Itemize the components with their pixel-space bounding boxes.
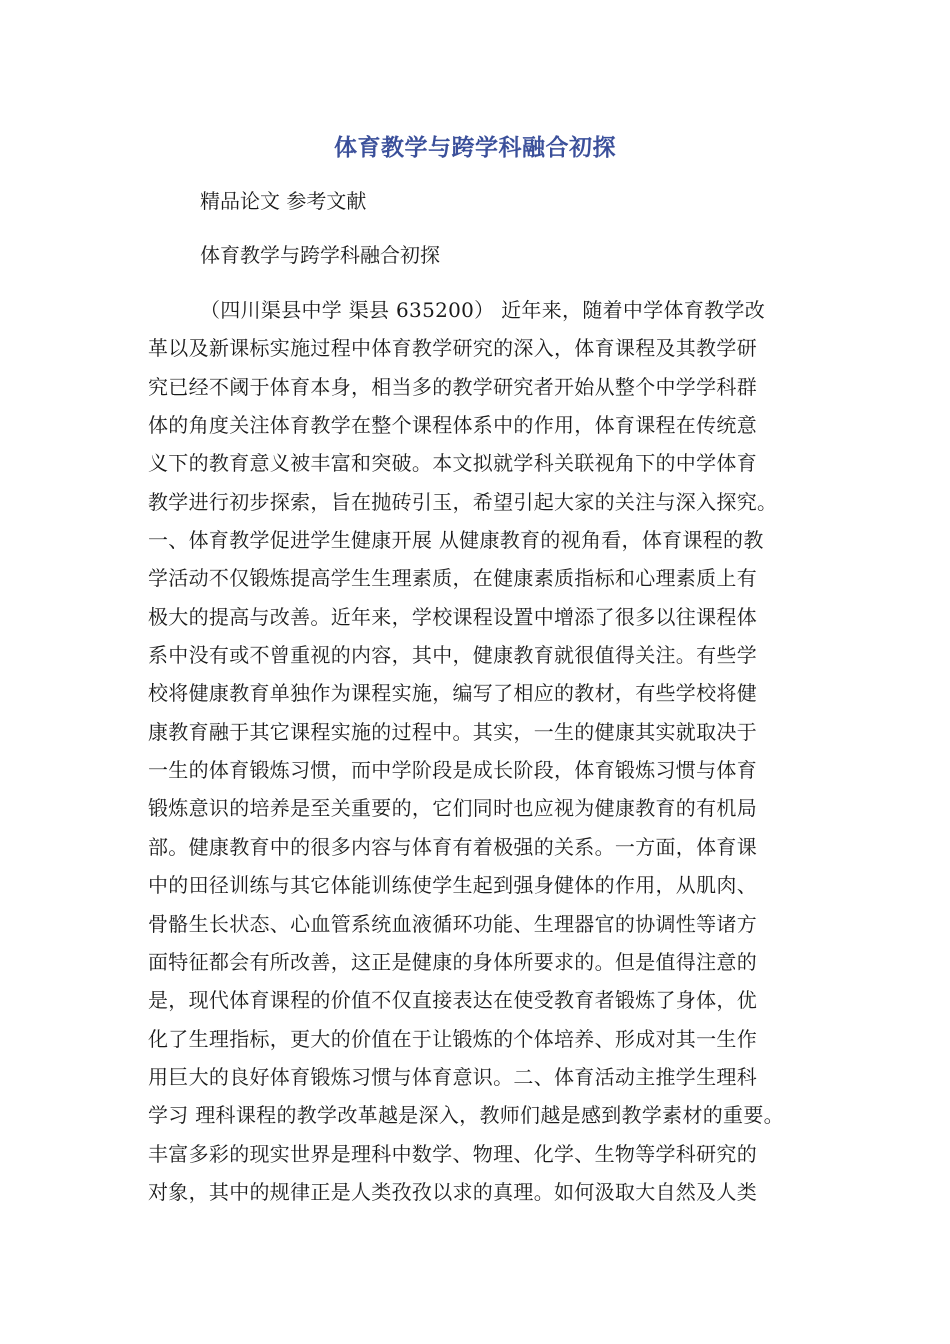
body-line: 对象，其中的规律正是人类孜孜以求的真理。如何汲取大自然及人类 xyxy=(148,1179,757,1204)
body-line: 面特征都会有所改善，这正是健康的身体所要求的。但是值得注意的 xyxy=(148,949,757,974)
body-line: 化了生理指标，更大的价值在于让锻炼的个体培养、形成对其一生作 xyxy=(148,1026,757,1051)
subtitle-line: 精品论文 参考文献 xyxy=(200,189,367,213)
body-line: 究已经不阈于体育本身，相当多的教学研究者开始从整个中学学科群 xyxy=(148,374,757,399)
body-line: 极大的提高与改善。近年来，学校课程设置中增添了很多以往课程体 xyxy=(148,604,757,629)
body-line: 部。健康教育中的很多内容与体育有着极强的关系。一方面，体育课 xyxy=(148,834,757,859)
body-line: 校将健康教育单独作为课程实施，编写了相应的教材，有些学校将健 xyxy=(148,681,757,706)
body-line: 学习 理科课程的教学改革越是深入，教师们越是感到教学素材的重要。 xyxy=(148,1103,784,1128)
body-line: 康教育融于其它课程实施的过程中。其实，一生的健康其实就取决于 xyxy=(148,719,757,744)
body-line: 一生的体育锻炼习惯，而中学阶段是成长阶段，体育锻炼习惯与体育 xyxy=(148,758,757,783)
body-line: 骨骼生长状态、心血管系统血液循环功能、生理器官的协调性等诸方 xyxy=(148,911,757,936)
body-line: 用巨大的良好体育锻炼习惯与体育意识。二、体育活动主推学生理科 xyxy=(148,1064,757,1089)
body-text xyxy=(148,291,823,1211)
body-line: （四川渠县中学 渠县 635200） 近年来，随着中学体育教学改 xyxy=(200,298,766,322)
body-line: 义下的教育意义被丰富和突破。本文拟就学科关联视角下的中学体育 xyxy=(148,451,757,476)
body-line: 体的角度关注体育教学在整个课程体系中的作用，体育课程在传统意 xyxy=(148,413,757,438)
body-line: 锻炼意识的培养是至关重要的，它们同时也应视为健康教育的有机局 xyxy=(148,796,757,821)
body-line: 革以及新课标实施过程中体育教学研究的深入，体育课程及其教学研 xyxy=(148,336,757,361)
body-line: 丰富多彩的现实世界是理科中数学、物理、化学、生物等学科研究的 xyxy=(148,1141,757,1166)
body-line: 中的田径训练与其它体能训练使学生起到强身健体的作用，从肌肉、 xyxy=(148,873,757,898)
body-line: 系中没有或不曾重视的内容，其中，健康教育就很值得关注。有些学 xyxy=(148,643,757,668)
document-title: 体育教学与跨学科融合初探 xyxy=(334,135,616,161)
body-line: 是，现代体育课程的价值不仅直接表达在使受教育者锻炼了身体，优 xyxy=(148,988,757,1013)
body-line: 教学进行初步探索，旨在抛砖引玉，希望引起大家的关注与深入探究。 xyxy=(148,489,778,514)
body-line: 一、体育教学促进学生健康开展 从健康教育的视角看，体育课程的教 xyxy=(148,528,764,553)
body-line: 学活动不仅锻炼提高学生生理素质，在健康素质指标和心理素质上有 xyxy=(148,566,757,591)
repeat-title-line: 体育教学与跨学科融合初探 xyxy=(200,243,440,267)
